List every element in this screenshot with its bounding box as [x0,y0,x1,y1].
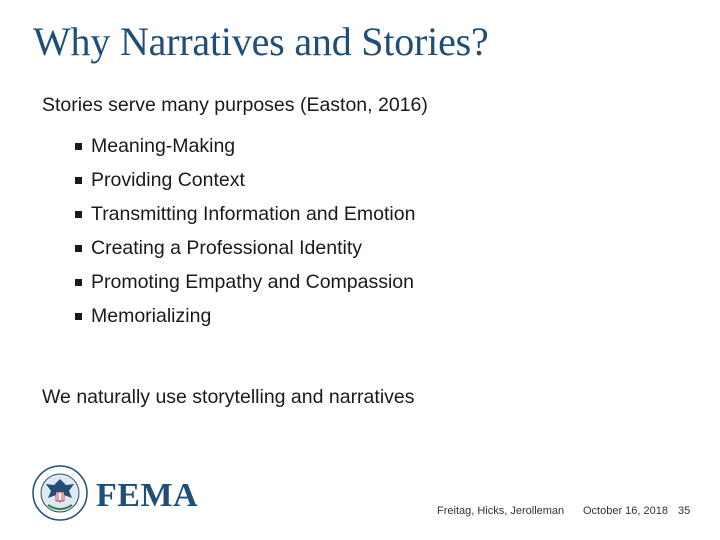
bullet-text: Memorializing [91,304,212,327]
bullet-text: Creating a Professional Identity [91,236,362,259]
bullet-item [73,265,415,299]
page-number: 35 [678,505,691,517]
closing-text: We naturally use storytelling and narratives [42,386,415,408]
bullet-square-icon [75,143,82,150]
bullet-item [73,163,415,197]
bullet-item [73,129,415,163]
footer-authors: Freitag, Hicks, Jerolleman [437,505,565,517]
bullet-list [73,129,415,333]
bullet-text: Providing Context [91,168,245,191]
fema-logo [32,463,199,523]
bullet-item [73,299,415,333]
fema-wordmark: FEMA [96,477,199,514]
dhs-seal-icon [32,465,88,521]
bullet-text: Transmitting Information and Emotion [91,202,416,225]
bullet-text: Meaning-Making [91,134,236,157]
bullet-square-icon [75,177,82,184]
footer-date: October 16, 2018 [583,505,669,517]
bullet-square-icon [75,279,82,286]
intro-text: Stories serve many purposes (Easton, 2016) [42,94,428,116]
bullet-square-icon [75,313,82,320]
bullet-square-icon [75,245,82,252]
bullet-item [73,197,415,231]
slide-title: Why Narratives and Stories? [33,19,489,64]
bullet-item [73,231,415,265]
bullet-square-icon [75,211,82,218]
bullet-text: Promoting Empathy and Compassion [91,270,414,293]
